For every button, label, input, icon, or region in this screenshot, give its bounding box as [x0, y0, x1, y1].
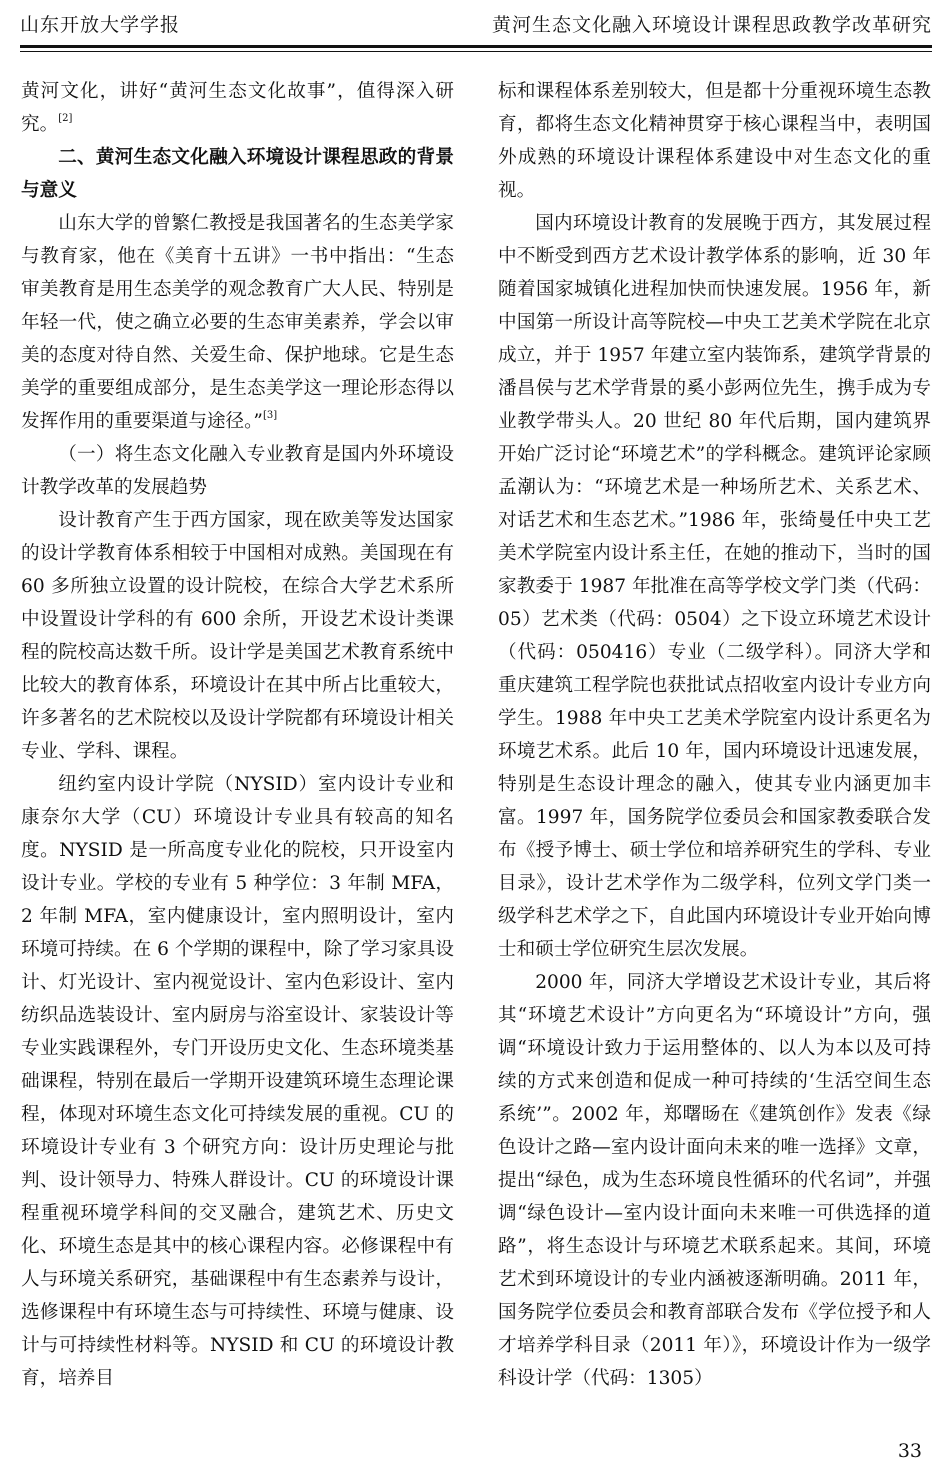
section-heading: 二、黄河生态文化融入环境设计课程思政的背景与意义	[21, 147, 454, 201]
running-header	[20, 10, 932, 50]
header-rule-thick	[20, 45, 932, 48]
article-running-title: 黄河生态文化融入环境设计课程思政教学改革研究	[491, 14, 932, 36]
paragraph-text: 黄河文化，讲好“黄河生态文化故事”，值得深入研究。	[21, 81, 454, 135]
citation: [3]	[262, 410, 278, 421]
journal-name: 山东开放大学学报	[20, 14, 181, 36]
paragraph	[21, 207, 454, 438]
citation: [2]	[58, 113, 73, 124]
paragraph	[21, 75, 454, 141]
left-column	[21, 75, 454, 1395]
paragraph: 2000 年，同济大学增设艺术设计专业，其后将其“环境艺术设计”方向更名为“环境设计”方向，强调“环境设计致力于运用整体的、以人为本以及可持续的方式来创造和促成一种可持续的‘生活空间生态系统’”。2002 年，郑曙旸在《建筑创作》发表《绿色设计之路—室内设计面向未来的唯一选择》文章，提出“绿色，成为生态环境良性循环的代名词”，并强调“绿色设计—室内设计面向未来唯一可供选择的道路”，将生态设计与环境艺术联系起来。其间，环境艺术到环境设计的专业内涵被逐渐明确。2011 年，国务院学位委员会和教育部联合发布《学位授予和人才培养学科目录（2011 年）》，环境设计作为一级学科设计学（代码：1305）	[498, 972, 931, 1389]
paragraph: 纽约室内设计学院（NYSID）室内设计专业和康奈尔大学（CU）环境设计专业具有较高的知名度。NYSID 是一所高度专业化的院校，只开设室内设计专业。学校的专业有 5 种学位：3 年制 MFA，2 年制 MFA，室内健康设计，室内照明设计，室内环境可持续。在 6 个学期的课程中，除了学习家具设计、灯光设计、室内视觉设计、室内色彩设计、室内纺织品选装设计、室内厨房与浴室设计、家装设计等专业实践课程外，专门开设历史文化、生态环境类基础课程，特别在最后一学期开设建筑环境生态理论课程，体现对环境生态文化可持续发展的重视。CU 的环境设计专业有 3 个研究方向：设计历史理论与批判、设计领导力、特殊人群设计。CU 的环境设计课程重视环境学科间的交叉融合，建筑艺术、历史文化、环境生态是其中的核心课程内容。必修课程中有人与环境关系研究，基础课程中有生态素养与设计，选修课程中有环境生态与可持续性、环境与健康、设计与可持续性材料等。NYSID 和 CU 的环境设计教育，培养目	[21, 774, 454, 1389]
page-number: 33	[897, 1440, 922, 1462]
header-rule-thin	[20, 51, 932, 52]
paragraph: 标和课程体系差别较大，但是都十分重视环境生态教育，都将生态文化精神贯穿于核心课程当中，表明国外成熟的环境设计课程体系建设中对生态文化的重视。	[498, 81, 931, 201]
subsection-heading: （一）将生态文化融入专业教育是国内外环境设计教学改革的发展趋势	[21, 444, 454, 498]
paragraph-text: 山东大学的曾繁仁教授是我国著名的生态美学家与教育家，他在《美育十五讲》一书中指出：“生态审美教育是用生态美学的观念教育广大人民、特别是年轻一代，使之确立必要的生态审美素养，学会以审美的态度对待自然、关爱生命、保护地球。它是生态美学的重要组成部分，是生态美学这一理论形态得以发挥作用的重要渠道与途径。”	[21, 213, 454, 432]
right-column	[498, 75, 931, 1395]
paragraph: 设计教育产生于西方国家，现在欧美等发达国家的设计学教育体系相较于中国相对成熟。美国现在有 60 多所独立设置的设计院校，在综合大学艺术系所中设置设计学科的有 600 余所，开设艺术设计类课程的院校高达数千所。设计学是美国艺术教育系统中比较大的教育体系，环境设计在其中所占比重较大，许多著名的艺术院校以及设计学院都有环境设计相关专业、学科、课程。	[21, 510, 454, 762]
paragraph: 国内环境设计教育的发展晚于西方，其发展过程中不断受到西方艺术设计教学体系的影响，近 30 年随着国家城镇化进程加快而快速发展。1956 年，新中国第一所设计高等院校—中央工艺美术学院在北京成立，并于 1957 年建立室内装饰系，建筑学背景的潘昌侯与艺术学背景的奚小彭两位先生，携手成为专业教学带头人。20 世纪 80 年代后期，国内建筑界开始广泛讨论“环境艺术”的学科概念。建筑评论家顾孟潮认为：“环境艺术是一种场所艺术、关系艺术、对话艺术和生态艺术。”1986 年，张绮曼任中央工艺美术学院室内设计系主任，在她的推动下，当时的国家教委于 1987 年批准在高等学校文学门类（代码：05）艺术类（代码：0504）之下设立环境艺术设计（代码：050416）专业（二级学科）。同济大学和重庆建筑工程学院也获批试点招收室内设计专业方向学生。1988 年中央工艺美术学院室内设计系更名为环境艺术系。此后 10 年，国内环境设计迅速发展，特别是生态设计理念的融入，使其专业内涵更加丰富。1997 年，国务院学位委员会和国家教委联合发布《授予博士、硕士学位和培养研究生的学科、专业目录》，设计艺术学作为二级学科，位列文学门类一级学科艺术学之下，自此国内环境设计专业开始向博士和硕士学位研究生层次发展。	[498, 213, 931, 960]
